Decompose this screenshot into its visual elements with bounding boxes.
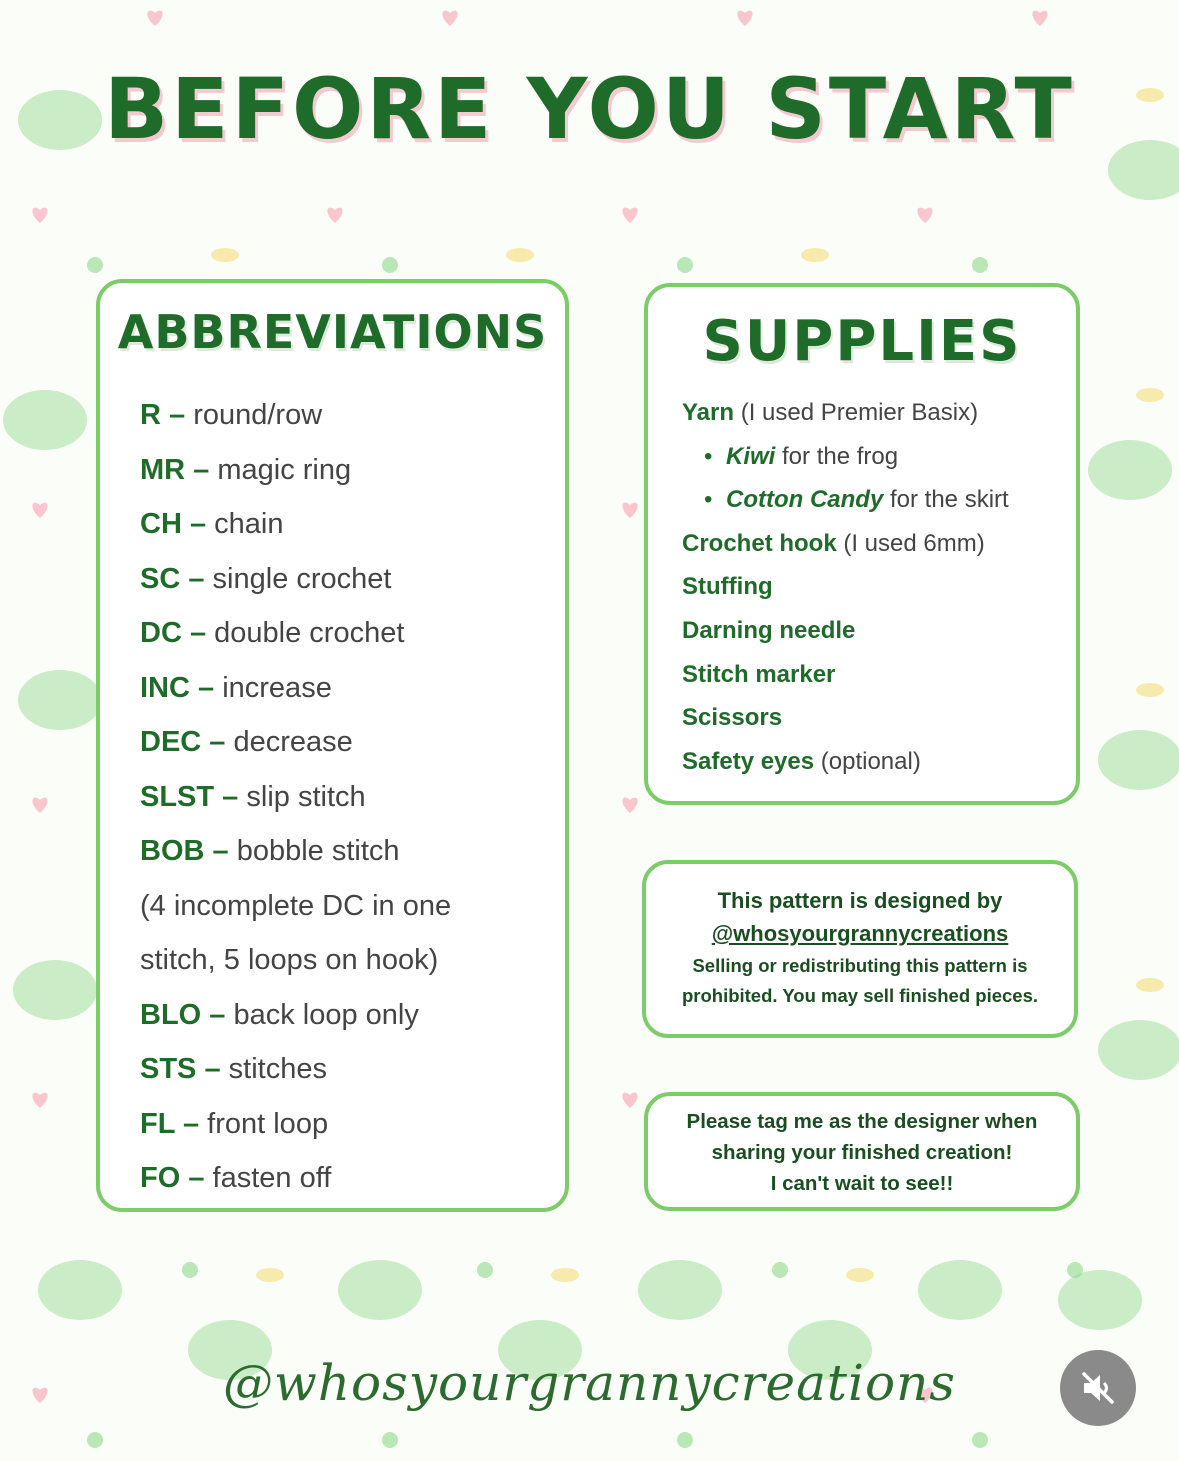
abbreviation-item: CH – chain <box>140 508 284 540</box>
abbreviation-item: SC – single crochet <box>140 562 392 595</box>
lily-pad-decoration <box>1098 730 1179 790</box>
flower-decoration <box>1136 978 1164 992</box>
abbreviation-item: INC – increase <box>140 671 332 704</box>
dot-decoration <box>87 1432 103 1448</box>
lily-pad-decoration <box>1098 1020 1179 1080</box>
dot-decoration <box>182 1262 198 1278</box>
flower-decoration <box>256 1268 284 1282</box>
supply-subitem-cotton-candy: • Cotton Candy for the skirt <box>704 486 1009 514</box>
heart-decoration <box>32 1093 47 1108</box>
flower-decoration <box>1136 388 1164 402</box>
credit-line: This pattern is designed by <box>717 888 1003 913</box>
credit-line: Selling or redistributing this pattern is <box>692 955 1028 976</box>
abbreviation-note: (4 incomplete DC in one <box>140 889 452 922</box>
abbreviations-card <box>96 279 569 1212</box>
flower-decoration <box>801 248 829 262</box>
page-title: BEFORE YOU START <box>104 60 1075 158</box>
lily-pad-decoration <box>638 1260 722 1320</box>
heart-decoration <box>622 208 637 223</box>
lily-pad-decoration <box>918 1260 1002 1320</box>
supply-subitem-kiwi: • Kiwi for the frog <box>704 442 899 470</box>
heart-decoration <box>622 1093 637 1108</box>
heart-decoration <box>32 798 47 813</box>
speaker-muted-icon <box>1078 1368 1118 1408</box>
flower-decoration <box>211 248 239 262</box>
dot-decoration <box>382 257 398 273</box>
lily-pad-decoration <box>3 390 87 450</box>
abbreviation-item: BOB – bobble stitch <box>140 835 400 867</box>
heart-decoration <box>32 208 47 223</box>
supply-item-eyes: Safety eyes (optional) <box>682 747 921 775</box>
flower-decoration <box>846 1268 874 1282</box>
supply-item-yarn: Yarn (I used Premier Basix) <box>682 399 979 426</box>
credit-line: prohibited. You may sell finished pieces. <box>681 985 1039 1006</box>
abbreviation-item: DC – double crochet <box>140 617 405 649</box>
supply-item-hook: Crochet hook (I used 6mm) <box>682 529 985 557</box>
flower-decoration <box>551 1268 579 1282</box>
tag-note-line: I can't wait to see!! <box>770 1172 954 1195</box>
heart-decoration <box>327 208 342 223</box>
lily-pad-decoration <box>13 960 97 1020</box>
heart-decoration <box>917 208 932 223</box>
heart-decoration <box>442 11 457 26</box>
dot-decoration <box>972 257 988 273</box>
dot-decoration <box>87 257 103 273</box>
dot-decoration <box>382 1432 398 1448</box>
designer-handle-link[interactable]: @whosyourgrannycreations <box>711 921 1009 946</box>
lily-pad-decoration <box>1088 440 1172 500</box>
supply-item-scissors: Scissors <box>682 704 783 732</box>
heart-decoration <box>1032 11 1047 26</box>
abbreviation-item: DEC – decrease <box>140 726 353 758</box>
lily-pad-decoration <box>38 1260 122 1320</box>
tag-note-line: Please tag me as the designer when <box>686 1110 1038 1133</box>
abbreviation-item: BLO – back loop only <box>140 998 419 1031</box>
lily-pad-decoration <box>18 670 102 730</box>
lily-pad-decoration <box>1058 1270 1142 1330</box>
dot-decoration <box>1067 1262 1083 1278</box>
tag-note-line: sharing your finished creation! <box>711 1141 1013 1164</box>
supply-item-marker: Stitch marker <box>682 660 836 688</box>
tag-note-card <box>644 1092 1080 1211</box>
abbreviations-list <box>140 388 451 1206</box>
abbreviation-item: STS – stitches <box>140 1053 327 1085</box>
supplies-heading: SUPPLIES <box>702 309 1022 374</box>
dot-decoration <box>772 1262 788 1278</box>
abbreviation-item: SLST – slip stitch <box>140 780 366 813</box>
heart-decoration <box>737 11 752 26</box>
abbreviations-heading: ABBREVIATIONS <box>117 305 548 359</box>
abbreviation-item: R – round/row <box>140 399 323 431</box>
mute-button[interactable] <box>1060 1350 1136 1426</box>
signature: @whosyourgrannycreations <box>223 1354 956 1412</box>
supplies-list <box>682 391 1009 783</box>
dot-decoration <box>677 1432 693 1448</box>
heart-decoration <box>32 503 47 518</box>
supplies-card <box>644 283 1080 805</box>
lily-pad-decoration <box>338 1260 422 1320</box>
supply-item-stuffing: Stuffing <box>682 573 773 601</box>
heart-decoration <box>147 11 162 26</box>
dot-decoration <box>677 257 693 273</box>
dot-decoration <box>972 1432 988 1448</box>
flower-decoration <box>506 248 534 262</box>
abbreviation-note: stitch, 5 loops on hook) <box>140 944 439 976</box>
flower-decoration <box>1136 683 1164 697</box>
abbreviation-item: FL – front loop <box>140 1107 329 1140</box>
abbreviation-item: FO – fasten off <box>140 1162 332 1194</box>
credit-card <box>642 860 1078 1038</box>
dot-decoration <box>477 1262 493 1278</box>
heart-decoration <box>622 503 637 518</box>
abbreviation-item: MR – magic ring <box>140 453 352 486</box>
supply-item-needle: Darning needle <box>682 616 856 644</box>
heart-decoration <box>622 798 637 813</box>
